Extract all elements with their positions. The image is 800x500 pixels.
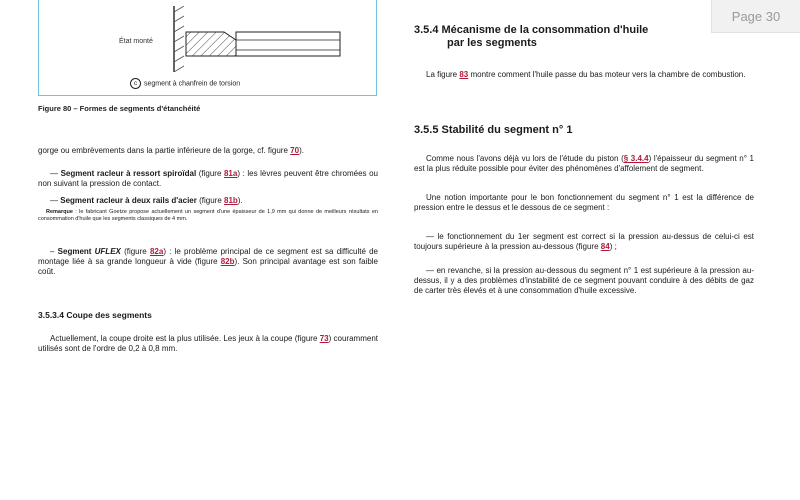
figure-ref-73[interactable]: 73 (319, 334, 329, 343)
heading-3-5-4-line1: 3.5.4 Mécanisme de la consommation d'huile (414, 24, 649, 36)
figure-ref-70[interactable]: 70 (290, 146, 300, 155)
uflex-title: Segment (57, 247, 95, 256)
subcaption-letter: c (130, 78, 141, 89)
figure-80-box (38, 0, 377, 96)
torsion-ring-drawing (184, 30, 344, 60)
left-p5-end: ) couramment utilisés sont de l'ordre de 0,2 à 0,8 mm. (38, 334, 378, 353)
right-paragraph-2 (414, 154, 754, 174)
figure-ref-81b[interactable]: 81b (224, 196, 238, 205)
section-heading-3-5-5: 3.5.5 Stabilité du segment n° 1 (414, 124, 573, 136)
remark-label: Remarque (46, 209, 73, 215)
section-heading-3-5-3-4: 3.5.3.4 Coupe des segments (38, 310, 152, 320)
right-p4-end: ) ; (609, 242, 617, 251)
remark-note (38, 209, 378, 223)
uflex-word: UFLEX (94, 247, 121, 256)
left-paragraph-3 (38, 196, 378, 206)
right-paragraph-4 (414, 232, 754, 252)
right-paragraph-3: Une notion importante pour le bon fonctionnement du segment n° 1 est la différence de pression entre le dessus et le dessous de ce segment : (414, 193, 754, 212)
left-p4-mid: (figure (120, 247, 150, 256)
left-paragraph-2 (38, 169, 378, 189)
page-indicator: Page 30 (711, 0, 800, 33)
figure-ref-82a[interactable]: 82a (149, 247, 164, 256)
right-p4-text: — le fonctionnement du 1er segment est correct si la pression au-dessus de celui-ci est toujours supérieure à la pression au-dessous (figure (414, 232, 754, 251)
subcaption (130, 78, 240, 89)
dash: — (50, 169, 61, 178)
right-p2-end: ) l'épaisseur du segment n° 1 est la plus réduite possible pour éviter des phénomènes d'affolement de segment. (414, 154, 754, 173)
left-p1-end: ). (299, 146, 304, 155)
left-p4-text: ) : le problème principal de ce segment est sa difficulté de montage liée à sa grande longueur à vide (figure (38, 247, 378, 266)
section-heading-3-5-4 (414, 24, 754, 50)
heading-3-5-4-line2: par les segments (447, 37, 537, 49)
right-paragraph-1 (414, 70, 754, 80)
subcaption-text: segment à chanfrein de torsion (144, 80, 241, 88)
left-paragraph-4 (38, 247, 378, 277)
right-p1-text: La figure (426, 70, 460, 79)
right-p2-text: Comme nous l'avons déjà vu lors de l'étude du piston ( (426, 154, 624, 163)
figure-80-caption: Figure 80 – Formes de segments d'étanchéité (38, 104, 201, 113)
left-p3-mid: (figure (196, 196, 224, 205)
figure-ref-84[interactable]: 84 (600, 242, 610, 251)
right-p1-end: montre comment l'huile passe du bas moteur vers la chambre de combustion. (468, 70, 746, 79)
spiral-scraper-title: Segment racleur à ressort spiroïdal (60, 169, 197, 178)
left-p4-end: ). Son principal avantage est son faible coût. (38, 257, 378, 276)
two-rail-scraper-title: Segment racleur à deux rails d'acier (60, 196, 197, 205)
left-p2-text: ) : les lèvres peuvent être chromées ou non suivant la pression de contact. (38, 169, 378, 188)
figure-ref-81a[interactable]: 81a (223, 169, 238, 178)
state-label: État monté (119, 38, 153, 45)
left-p1-text: gorge ou embrèvements dans la partie inférieure de la gorge, cf. figure (38, 146, 291, 155)
figure-ref-82b[interactable]: 82b (220, 257, 235, 266)
dash: – (50, 247, 58, 256)
left-paragraph-1 (38, 146, 378, 156)
left-paragraph-5 (38, 334, 378, 354)
left-p5-text: Actuellement, la coupe droite est la plus utilisée. Les jeux à la coupe (figure (50, 334, 320, 343)
dash: — (50, 196, 61, 205)
figure-ref-83[interactable]: 83 (459, 70, 469, 79)
left-p2-mid: (figure (196, 169, 224, 178)
section-ref-3-4-4[interactable]: § 3.4.4 (623, 154, 649, 163)
left-p3-end: ). (237, 196, 243, 205)
remark-text: : le fabricant Goetze propose actuellement un segment d'une épaisseur de 1,9 mm qui donne de meilleurs résultats en consommation d'huile que les segments classiques de 4 mm. (38, 209, 378, 222)
right-paragraph-5: — en revanche, si la pression au-dessous du segment n° 1 est supérieure à la pression au-dessus, il y a des problèmes d'instabilité de ce segment pouvant conduire à des débits de gaz de carter très élevés et à une consommation d'huile excessive. (414, 266, 754, 295)
